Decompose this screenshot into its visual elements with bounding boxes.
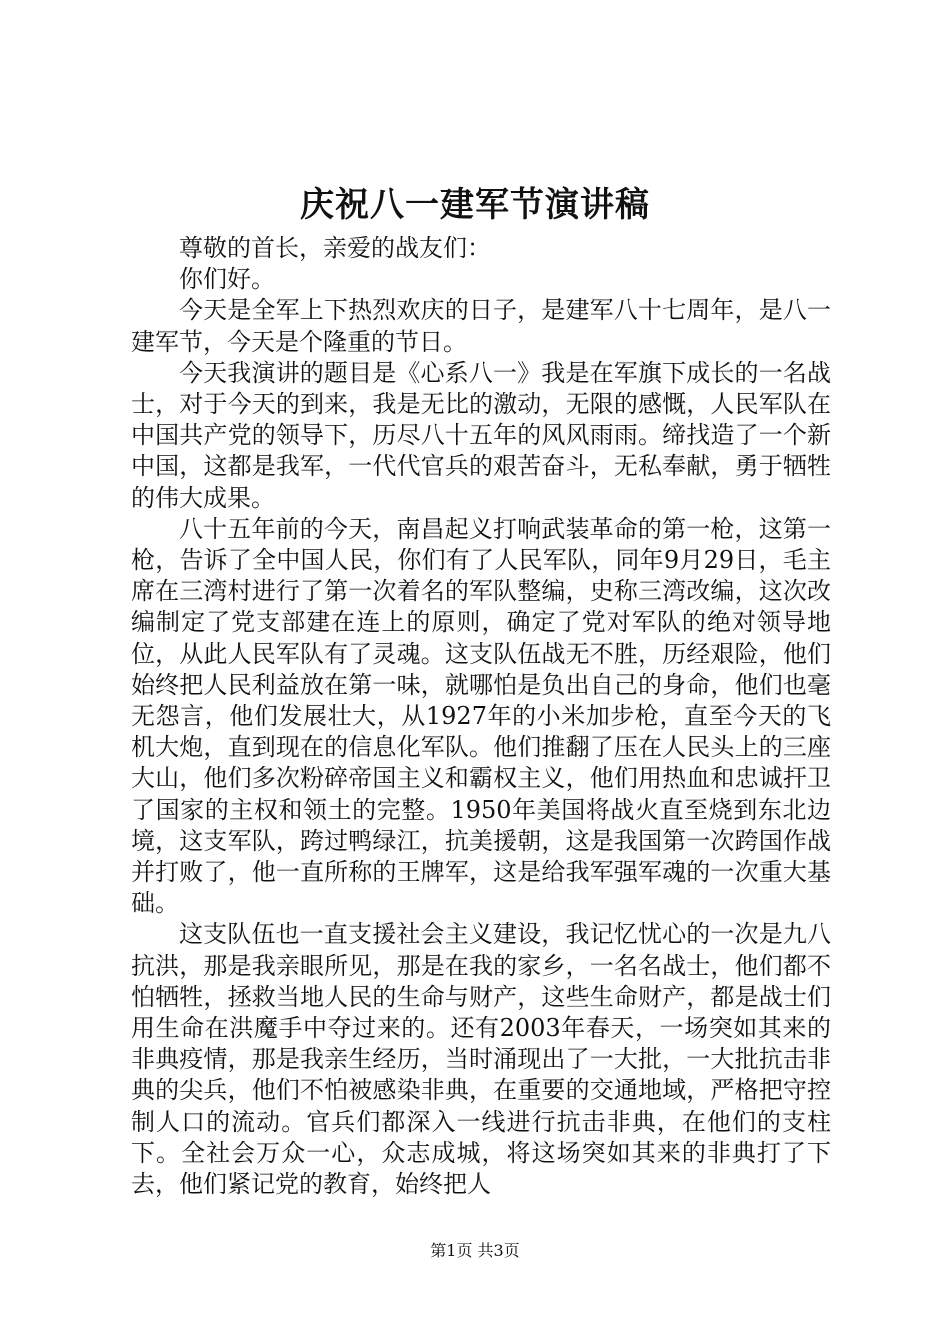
paragraph-intro: 今天是全军上下热烈欢庆的日子，是建军八十七周年，是八一建军节，今天是个隆重的节日。	[131, 296, 831, 356]
page-number-footer: 第1页 共3页	[430, 1241, 520, 1260]
paragraph-construction: 这支队伍也一直支援社会主义建设，我记忆忧心的一次是九八抗洪，那是我亲眼所见，那是在我的家乡，一名名战士，他们都不怕牺牲，拯救当地人民的生命与财产，这些生命财产，都是战士们用生命在洪魔手中夺过来的。还有2003年春天，一场突如其来的非典疫情，那是我亲生经历，当时涌现出了一大批，一大批抗击非典的尖兵，他们不怕被感染非典，在重要的交通地域，严格把守控制人口的流动。官兵们都深入一线进行抗击非典，在他们的支柱下。全社会万众一心，众志成城，将这场突如其来的非典打了下去，他们紧记党的教育，始终把人	[131, 920, 831, 1199]
paragraph-topic: 今天我演讲的题目是《心系八一》我是在军旗下成长的一名战士，对于今天的到来，我是无比的激动，无限的感慨，人民军队在中国共产党的领导下，历尽八十五年的风风雨雨。缔找造了一个新中国，这都是我军，一代代官兵的艰苦奋斗，无私奉献，勇于牺牲的伟大成果。	[131, 358, 831, 512]
paragraph-salutation: 尊敬的首长，亲爱的战友们：	[179, 234, 491, 262]
document-body	[131, 233, 831, 1200]
paragraph-greeting: 你们好。	[179, 265, 275, 294]
document-title: 庆祝八一建军节演讲稿	[300, 185, 650, 225]
paragraph-history: 八十五年前的今天，南昌起义打响武装革命的第一枪，这第一枪，告诉了全中国人民，你们有了人民军队，同年9月29日，毛主席在三湾村进行了第一次着名的军队整编，史称三湾改编，这次改编制定了党支部建在连上的原则，确定了党对军队的绝对领导地位，从此人民军队有了灵魂。这支队伍战无不胜，历经艰险，他们始终把人民利益放在第一味，就哪怕是负出自己的身命，他们也毫无怨言，他们发展壮大，从1927年的小米加步枪，直至今天的飞机大炮，直到现在的信息化军队。他们推翻了压在人民头上的三座大山，他们多次粉碎帝国主义和霸权主义，他们用热血和忠诚扞卫了国家的主权和领土的完整。1950年美国将战火直至烧到东北边境，这支军队，跨过鸭绿江，抗美援朝，这是我国第一次跨国作战并打败了，他一直所称的王牌军，这是给我军强军魂的一次重大基础。	[131, 514, 831, 918]
